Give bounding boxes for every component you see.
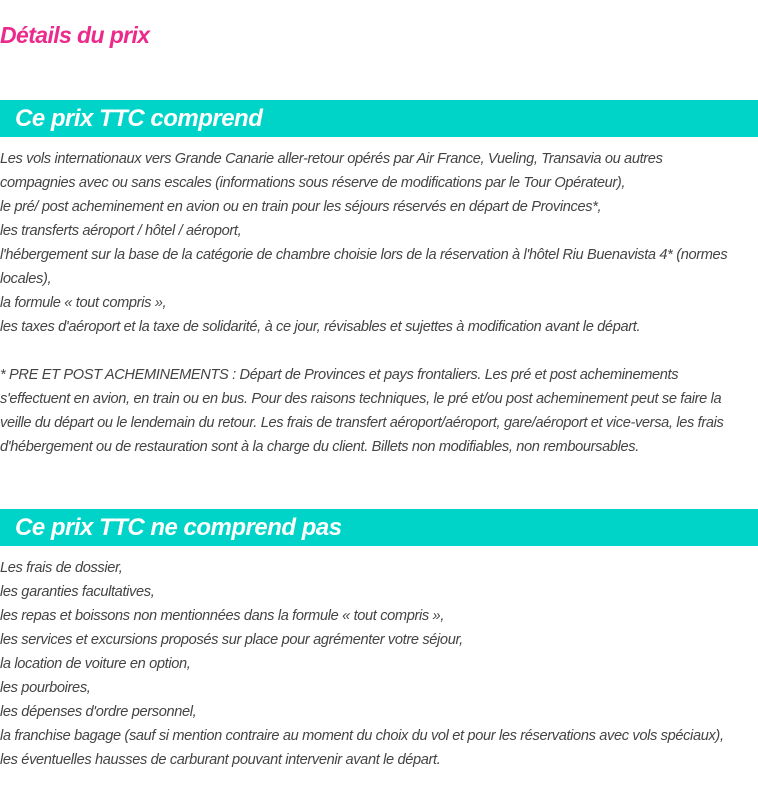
excluded-item: Les frais de dossier, <box>0 560 123 576</box>
excluded-item: les garanties facultatives, <box>0 584 155 600</box>
included-item: locales), <box>0 271 52 287</box>
included-item: compagnies avec ou sans escales (informations sous réserve de modifications par le Tour Opérateur), <box>0 175 626 191</box>
excluded-item: les services et excursions proposés sur place pour agrémenter votre séjour, <box>0 632 463 648</box>
included-item: Les vols internationaux vers Grande Canarie aller-retour opérés par Air France, Vueling, Transavia ou autres <box>0 151 663 167</box>
included-list <box>0 147 758 339</box>
included-item: les transferts aéroport / hôtel / aéroport, <box>0 223 242 239</box>
included-item: l'hébergement sur la base de la catégorie de chambre choisie lors de la réservation à l'hôtel Riu Buenavista 4* (normes <box>0 247 728 263</box>
included-item: les taxes d'aéroport et la taxe de solidarité, à ce jour, révisables et sujettes à modification avant le départ. <box>0 319 641 335</box>
note-line: veille du départ ou le lendemain du retour. Les frais de transfert aéroport/aéroport, gare/aéroport et vice-versa, les frais <box>0 415 724 431</box>
excluded-section-heading: Ce prix TTC ne comprend pas <box>0 509 758 546</box>
excluded-item: les repas et boissons non mentionnées dans la formule « tout compris », <box>0 608 445 624</box>
note-line: * PRE ET POST ACHEMINEMENTS : Départ de Provinces et pays frontaliers. Les pré et post acheminements <box>0 367 679 383</box>
included-item: le pré/ post acheminement en avion ou en train pour les séjours réservés en départ de Provinces*, <box>0 199 602 215</box>
acheminement-note <box>0 363 758 459</box>
excluded-list <box>0 556 758 772</box>
excluded-item: la franchise bagage (sauf si mention contraire au moment du choix du vol et pour les réservations avec vols spéciaux), <box>0 728 724 744</box>
excluded-item: les pourboires, <box>0 680 91 696</box>
excluded-item: les dépenses d'ordre personnel, <box>0 704 197 720</box>
excluded-item: la location de voiture en option, <box>0 656 191 672</box>
excluded-item: les éventuelles hausses de carburant pouvant intervenir avant le départ. <box>0 752 441 768</box>
note-line: d'hébergement ou de restauration sont à la charge du client. Billets non modifiables, non remboursables. <box>0 439 639 455</box>
included-item: la formule « tout compris », <box>0 295 167 311</box>
note-line: s'effectuent en avion, en train ou en bus. Pour des raisons techniques, le pré et/ou post acheminement peut se faire la <box>0 391 722 407</box>
included-section-heading: Ce prix TTC comprend <box>0 100 758 137</box>
page-title: Détails du prix <box>0 22 150 48</box>
